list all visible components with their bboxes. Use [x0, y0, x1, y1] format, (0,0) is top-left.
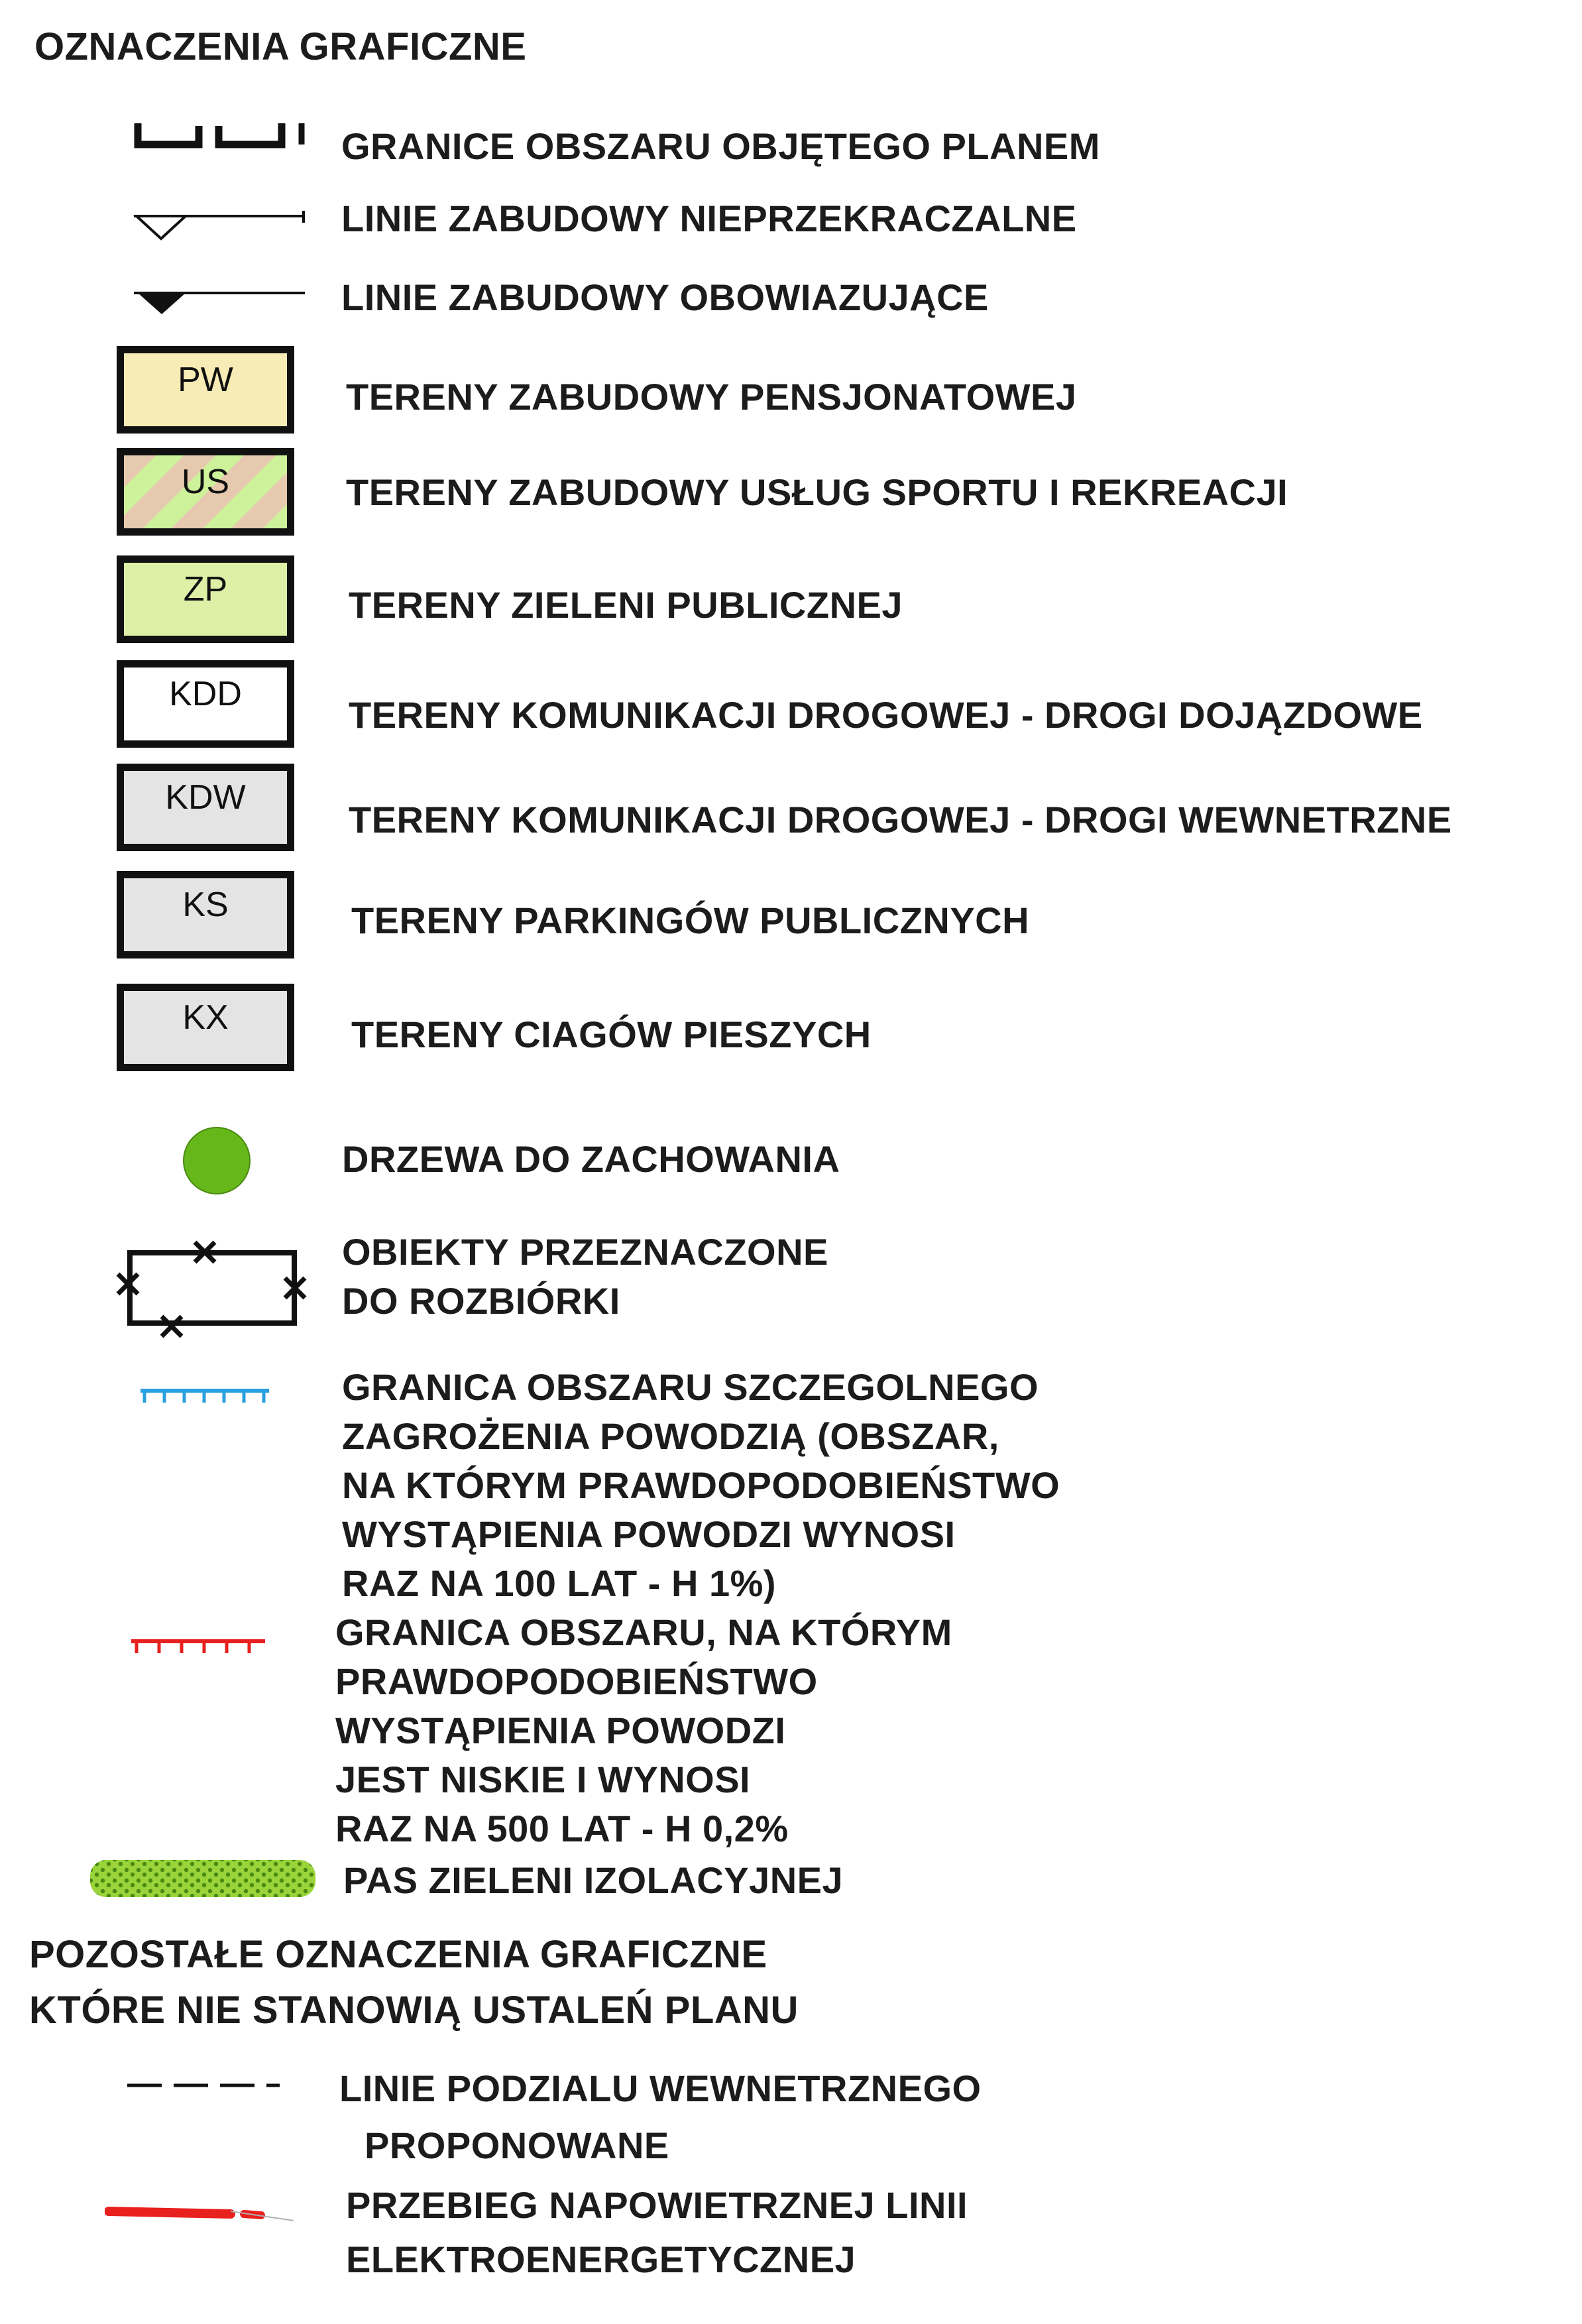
legend-label-flood1-line-5: RAZ NA 100 LAT - H 1%)	[342, 1562, 777, 1604]
zone-code-zp: ZP	[183, 570, 228, 609]
legend-label-power-line-2: ELEKTROENERGETYCZNEJ	[346, 2238, 856, 2280]
legend-title: OZNACZENIA GRAFICZNE	[34, 25, 527, 68]
legend-label-demolition-line-1: OBIEKTY PRZEZNACZONE	[342, 1231, 828, 1273]
non-crossable-building-line-icon	[133, 205, 311, 245]
flood-zone-02-percent-line-icon	[130, 1635, 269, 1661]
legend-label-plan-boundary: GRANICE OBSZARU OBJĘTEGO PLANEM	[341, 125, 1100, 167]
mandatory-building-line-icon	[133, 284, 311, 323]
legend-label-kdd: TERENY KOMUNIKACJI DROGOWEJ - DROGI DOJĄZDOWE	[349, 694, 1423, 736]
legend-label-kdw: TERENY KOMUNIKACJI DROGOWEJ - DROGI WEWNETRZNE	[349, 799, 1452, 841]
isolation-green-belt-icon	[87, 1856, 319, 1901]
legend-label-flood02-line-3: WYSTĄPIENIA POWODZI	[335, 1710, 786, 1751]
legend-label-mandatory-line: LINIE ZABUDOWY OBOWIAZUJĄCE	[341, 276, 989, 318]
zone-code-kdd: KDD	[169, 675, 242, 713]
zone-box-kx	[117, 984, 294, 1071]
legend-label-flood02-line-5: RAZ NA 500 LAT - H 0,2%	[335, 1808, 789, 1849]
zone-code-us: US	[181, 463, 230, 501]
legend-label-flood1-line-2: ZAGROŻENIA POWODZIĄ (OBSZAR,	[342, 1415, 999, 1457]
legend-label-flood1-line-1: GRANICA OBSZARU SZCZEGOLNEGO	[342, 1366, 1039, 1408]
legend-label-pw: TERENY ZABUDOWY PENSJONATOWEJ	[346, 376, 1077, 418]
legend-label-power-line-1: PRZEBIEG NAPOWIETRZNEJ LINII	[346, 2184, 968, 2226]
tree-icon	[183, 1127, 251, 1194]
other-title-line-1: POZOSTAŁE OZNACZENIA GRAFICZNE	[29, 1933, 767, 1976]
other-title-line-2: KTÓRE NIE STANOWIĄ USTALEŃ PLANU	[29, 1989, 799, 2032]
legend-label-non-crossable-line: LINIE ZABUDOWY NIEPRZEKRACZALNE	[341, 198, 1077, 239]
legend-label-zp: TERENY ZIELENI PUBLICZNEJ	[349, 584, 903, 626]
internal-division-dashed-line-icon	[126, 2079, 285, 2092]
legend-label-flood1-line-4: WYSTĄPIENIA POWODZI WYNOSI	[342, 1513, 956, 1555]
overhead-power-line-icon	[105, 2194, 297, 2227]
zone-box-ks	[117, 871, 294, 959]
legend-label-us: TERENY ZABUDOWY USŁUG SPORTU I REKREACJI	[346, 471, 1288, 513]
zone-box-us	[117, 448, 294, 536]
legend-label-flood02-line-4: JEST NISKIE I WYNOSI	[335, 1759, 751, 1800]
zone-box-kdd	[117, 660, 294, 748]
zone-code-kx: KX	[182, 998, 229, 1037]
zone-box-zp	[117, 555, 294, 643]
zone-code-ks: KS	[182, 886, 229, 924]
zone-code-pw: PW	[178, 361, 233, 399]
legend-label-kx: TERENY CIAGÓW PIESZYCH	[351, 1014, 872, 1055]
zone-box-pw	[117, 346, 294, 434]
plan-boundary-icon	[133, 119, 311, 152]
legend-label-demolition-line-2: DO ROZBIÓRKI	[342, 1280, 620, 1322]
legend-label-division-line-1: LINIE PODZIALU WEWNETRZNEGO	[339, 2067, 982, 2109]
legend-label-flood02-line-2: PRAWDOPODOBIEŃSTWO	[335, 1660, 818, 1702]
legend-label-division-line-2: PROPONOWANE	[365, 2124, 669, 2166]
flood-zone-1-percent-line-icon	[139, 1384, 272, 1411]
legend-label-flood1-line-3: NA KTÓRYM PRAWDOPODOBIEŃSTWO	[342, 1464, 1060, 1506]
zone-box-kdw	[117, 764, 294, 851]
legend-label-ks: TERENY PARKINGÓW PUBLICZNYCH	[351, 900, 1030, 941]
demolition-object-icon	[111, 1233, 317, 1346]
legend-label-trees: DRZEWA DO ZACHOWANIA	[342, 1138, 840, 1180]
legend-label-green-belt: PAS ZIELENI IZOLACYJNEJ	[343, 1859, 844, 1901]
zone-code-kdw: KDW	[165, 778, 246, 817]
legend-label-flood02-line-1: GRANICA OBSZARU, NA KTÓRYM	[335, 1611, 952, 1653]
